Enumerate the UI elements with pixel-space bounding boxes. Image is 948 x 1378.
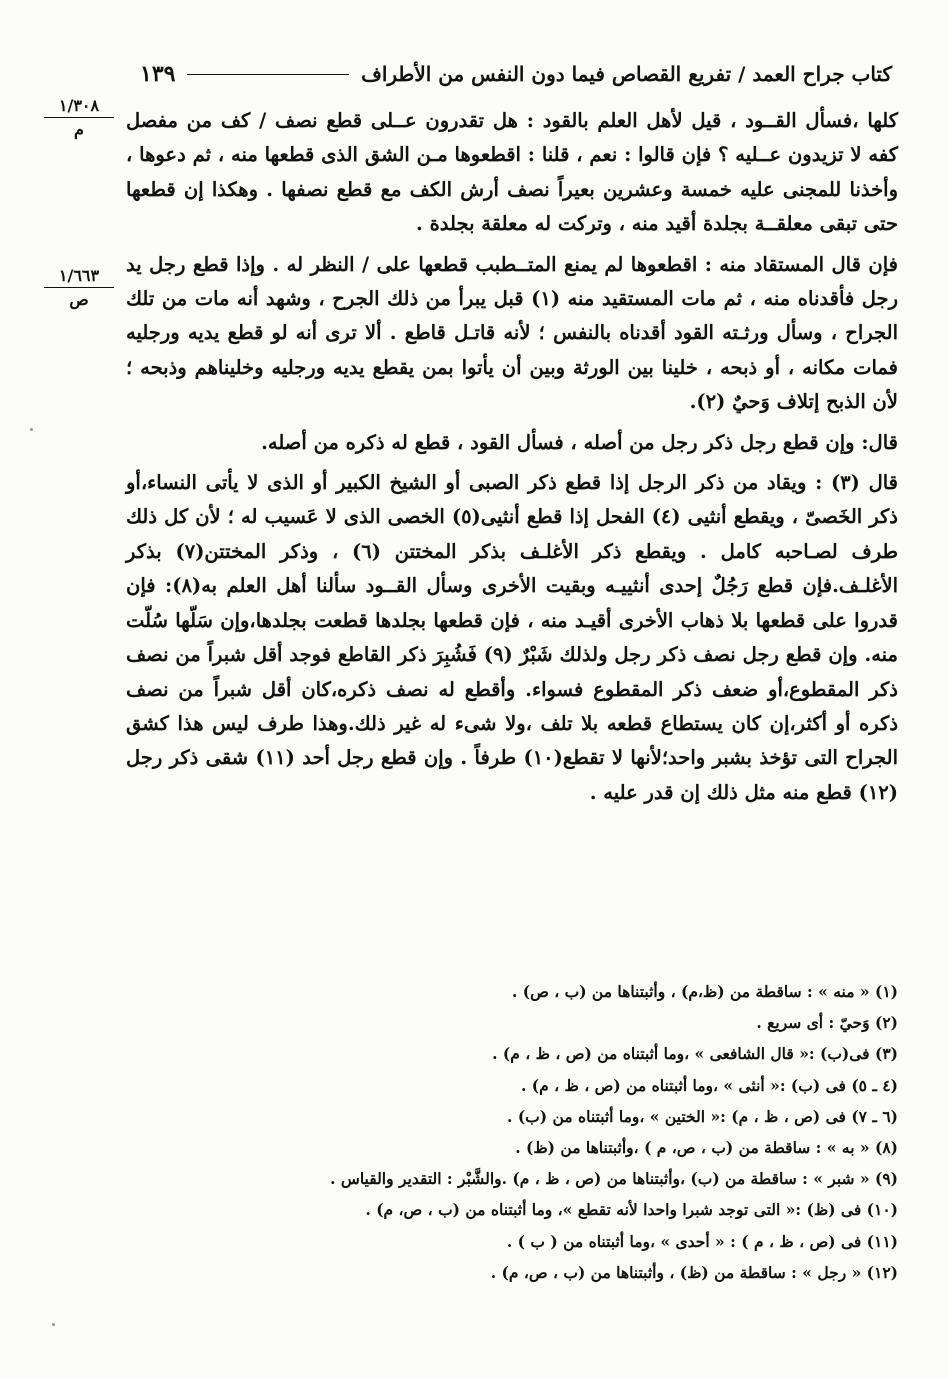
margin-ref-manuscript: ص bbox=[69, 290, 89, 309]
paragraph bbox=[126, 104, 898, 242]
header-title: كتاب جراح العمد / تفريع القصاص فيما دون النفس من الأطراف bbox=[361, 62, 892, 86]
margin-ref-volume-page: ١/٣٠٨ bbox=[44, 96, 114, 118]
paragraph bbox=[126, 426, 898, 460]
margin-ref-manuscript: م bbox=[74, 120, 84, 139]
footnote: (٨) « به » : ساقطة من (ب ، ص، م ) ،وأثبتناها من (ظ) . bbox=[515, 1138, 898, 1158]
footnote: (١) « منه » : ساقطة من (ظ،م) ، وأثبتناها من (ب ، ص) . bbox=[511, 982, 898, 1001]
running-header bbox=[140, 56, 892, 92]
paragraph bbox=[126, 466, 898, 810]
margin-ref-volume-page: ١/٦٦٣ bbox=[44, 266, 114, 288]
footnote: (١٠) فى (ظ) :« التى توجد شبرا واحدا لأنه تقطع »، وما أثبتناه من (ب ، ص، م) . bbox=[365, 1200, 898, 1220]
scan-speck bbox=[52, 1323, 55, 1326]
paragraph-text: فإن قال المستقاد منه : اقطعوها لم يمنع المتــطبب قطعها على / النظر له . وإذا قطع رجل يد رجل فأقدناه منه ، ثم مات المستقيد منه (١) قبل يبرأ من ذلك الجرح ، وشهد أنه مات من تلك الجراح ، وسأل ورثـته القود أقدناه بالنفس ؛ لأنه قاتـل قاطع . ألا ترى أنه لو قطع يديه ورجليه فمات مكانه ، أو ذبحه ، خلينا بين الورثة وبين أن يأتوا بمن يقطع يديه ورجليه وخليناهم وذبحه ؛ لأن الذبح إتلاف وَحيٌ (٢). bbox=[126, 252, 898, 414]
paragraph-text: وإن قطع رجل ذكر رجل من أصله ، فسأل القود ، قطع له ذكره من أصله. bbox=[261, 430, 862, 454]
paragraph-lead: قال: bbox=[861, 430, 898, 454]
paragraph-text: ويقاد من ذكر الرجل إذا قطع ذكر الصبى أو الشيخ الكبير أو الذى لا يأتى النساء،أو ذكر الخَصىّ ، ويقطع أنثيى (٤) الفحل إذا قطع أنثيى(٥) الخصى الذى لا عَسيب له ؛ لأن كل ذلك طرف لصـاحبه كامل . ويقطع ذكر الأغلـف بذكر المختتن (٦) ، وذكر المختتن(٧) بذكر الأغلـف.فإن قطع رَجُلٌ إحدى أنثييـه وبقيت الأخرى وسأل القــود سألنا أهل العلم به(٨): فإن قدروا على قطعها بلا ذهاب الأخرى أقيـد منه ، فإن قطعها بجلدها قطعت بجلدها،وإن سَلّها سُلّت منه. وإن قطع رجل نصف ذكر رجل ولذلك شَبْرٌ (٩) فَشُبِرَ ذكر القاطع فوجد أقل شبراً من نصف ذكر المقطوع،أو ضعف ذكر المقطوع فسواء. وأقطع له نصف ذكره،كان أقل شبراً من نصف ذكره أو أكثر،إن كان يستطاع قطعه بلا تلف ،ولا شىء له غير ذلك.وهذا طرف ليس هذا كشق الجراح التى تؤخذ بشبر واحد؛لأنها لا تقطع(١٠) طرفاً . وإن قطع رجل أحد (١١) شقى ذكر رجل (١٢) قطع منه مثل ذلك إن قدر عليه . bbox=[126, 471, 899, 804]
margin-reference-1 bbox=[44, 96, 114, 139]
header-rule bbox=[187, 74, 349, 75]
footnote: (٣) فى(ب) :« قال الشافعى » ،وما أثبتناه من (ص ، ظ ، م) . bbox=[492, 1044, 898, 1064]
footnote: (٢) وَحيّ : أى سريع . bbox=[756, 1013, 898, 1033]
footnote: (٦ ـ ٧) فى (ص ، ظ ، م) :« الختين » ،وما أثبتناه من (ب) . bbox=[507, 1106, 898, 1126]
footnote: (٩) « شبر » : ساقطة من (ب) ،وأثبتناها من (ص ، ظ ، م) .والشَّبْر : التقدير والقياس . bbox=[330, 1169, 898, 1189]
footnote: (٤ ـ ٥) فى (ب) :« أنثى » ،وما أثبتناه من (ص ، ظ ، م) . bbox=[521, 1075, 898, 1095]
margin-reference-2 bbox=[44, 266, 114, 309]
page-number: ١٣٩ bbox=[140, 61, 176, 87]
main-text bbox=[126, 104, 898, 810]
paragraph-lead: قال (٣) : bbox=[815, 471, 898, 495]
footnote: (١٢) « رجل » : ساقطة من (ظ) ، وأثبتناها من (ب ، ص، م) . bbox=[490, 1262, 898, 1282]
footnote: (١١) فى (ص ، ظ ، م ) : « أحدى » ،وما أثبتناه من ( ب ) . bbox=[506, 1231, 898, 1251]
paragraph-text: كلها ،فسأل القــود ، قيل لأهل العلم بالقود : هل تقدرون عــلى قطع نصف / كف من مفصل كفه لا تزيدون عــليه ؟ فإن قالوا : نعم ، قلنا : اقطعوها مـن الشق الذى قطعها منه ، ثم دعوها ، وأخذنا للمجنى عليه خمسة وعشرين بعيراً نصف أرش الكف مع قطع نصفها . وهكذا إن قطعها حتى تبقى معلقــة بجلدة أقيد منه ، وتركت له معلقة بجلدة . bbox=[126, 109, 898, 236]
paragraph bbox=[126, 248, 898, 420]
scan-speck bbox=[30, 428, 33, 431]
footnotes bbox=[160, 976, 898, 1288]
